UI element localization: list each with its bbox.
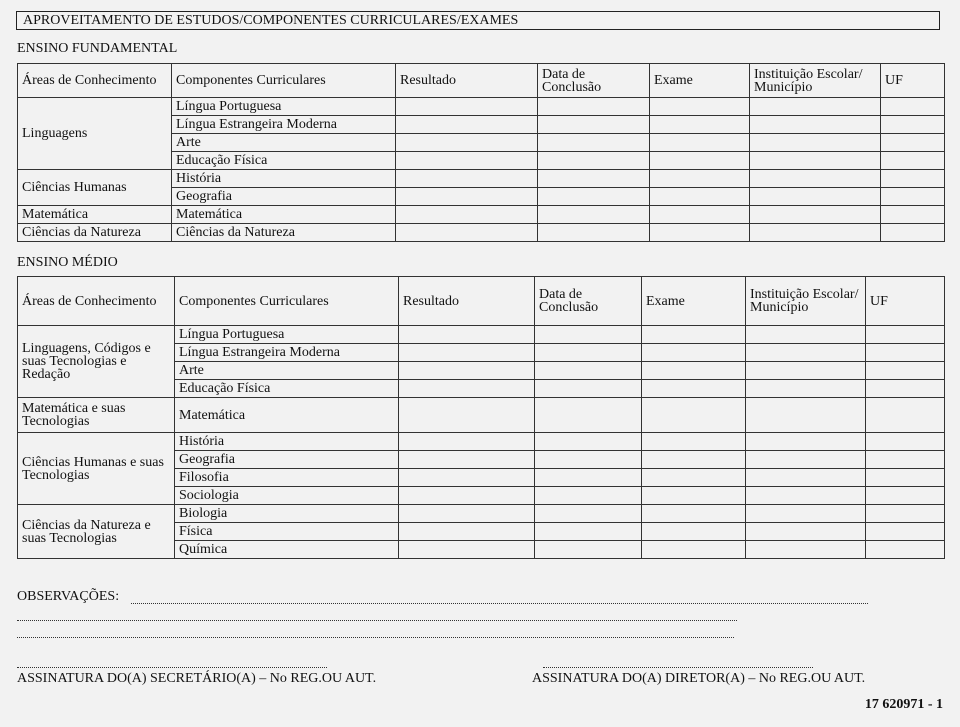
resultado-cell[interactable] xyxy=(396,224,538,242)
column-header: Resultado xyxy=(399,277,535,326)
data-conclusao-cell[interactable] xyxy=(535,362,642,380)
data-conclusao-cell[interactable] xyxy=(535,326,642,344)
resultado-cell[interactable] xyxy=(396,152,538,170)
uf-cell[interactable] xyxy=(881,206,945,224)
uf-cell[interactable] xyxy=(866,469,945,487)
uf-cell[interactable] xyxy=(866,505,945,523)
section-ensino-fundamental: ENSINO FUNDAMENTAL xyxy=(17,41,178,56)
table-row xyxy=(18,398,945,433)
uf-cell[interactable] xyxy=(881,152,945,170)
form-title: APROVEITAMENTO DE ESTUDOS/COMPONENTES CURRICULARES/EXAMES xyxy=(16,11,940,30)
exame-cell[interactable] xyxy=(642,487,746,505)
resultado-cell[interactable] xyxy=(396,170,538,188)
uf-cell[interactable] xyxy=(881,170,945,188)
instituicao-cell[interactable] xyxy=(746,380,866,398)
instituicao-cell[interactable] xyxy=(750,188,881,206)
data-conclusao-cell[interactable] xyxy=(535,380,642,398)
area-cell: Ciências Humanas e suas Tecnologias xyxy=(18,433,175,505)
component-cell: Língua Estrangeira Moderna xyxy=(175,344,399,362)
data-conclusao-cell[interactable] xyxy=(538,116,650,134)
component-cell: Filosofia xyxy=(175,469,399,487)
component-cell: Biologia xyxy=(175,505,399,523)
component-cell: História xyxy=(175,433,399,451)
resultado-cell[interactable] xyxy=(396,206,538,224)
data-conclusao-cell[interactable] xyxy=(538,134,650,152)
uf-cell[interactable] xyxy=(866,433,945,451)
uf-cell[interactable] xyxy=(881,134,945,152)
resultado-cell[interactable] xyxy=(396,98,538,116)
secretario-signature-label: ASSINATURA DO(A) SECRETÁRIO(A) – No REG.OU AUT. xyxy=(17,671,377,686)
resultado-cell[interactable] xyxy=(399,380,535,398)
data-conclusao-cell[interactable] xyxy=(535,523,642,541)
column-header: Áreas de Conhecimento xyxy=(18,277,175,326)
data-conclusao-cell[interactable] xyxy=(535,433,642,451)
component-cell: História xyxy=(172,170,396,188)
area-cell: Linguagens xyxy=(18,98,172,170)
secretario-signature-line[interactable] xyxy=(17,667,327,668)
column-header: Data de Conclusão xyxy=(535,277,642,326)
column-header: Exame xyxy=(650,64,750,98)
exame-cell[interactable] xyxy=(642,523,746,541)
column-header: Resultado xyxy=(396,64,538,98)
exame-cell[interactable] xyxy=(650,188,750,206)
column-header: Data de Conclusão xyxy=(538,64,650,98)
table-row xyxy=(18,433,945,451)
resultado-cell[interactable] xyxy=(399,451,535,469)
table-header-row xyxy=(18,277,945,326)
column-header: Exame xyxy=(642,277,746,326)
instituicao-cell[interactable] xyxy=(746,541,866,559)
component-cell: Matemática xyxy=(172,206,396,224)
observacoes-line-3[interactable] xyxy=(17,637,734,638)
resultado-cell[interactable] xyxy=(399,344,535,362)
observacoes-label: OBSERVAÇÕES: xyxy=(17,589,120,604)
instituicao-cell[interactable] xyxy=(750,170,881,188)
component-cell: Química xyxy=(175,541,399,559)
data-conclusao-cell[interactable] xyxy=(535,451,642,469)
ensino-fundamental-table xyxy=(17,63,945,242)
instituicao-cell[interactable] xyxy=(746,326,866,344)
resultado-cell[interactable] xyxy=(399,505,535,523)
data-conclusao-cell[interactable] xyxy=(535,505,642,523)
instituicao-cell[interactable] xyxy=(750,98,881,116)
data-conclusao-cell[interactable] xyxy=(538,206,650,224)
data-conclusao-cell[interactable] xyxy=(535,469,642,487)
diretor-signature-line[interactable] xyxy=(543,667,813,668)
section-ensino-medio: ENSINO MÉDIO xyxy=(17,255,118,270)
component-cell: Geografia xyxy=(175,451,399,469)
data-conclusao-cell[interactable] xyxy=(538,188,650,206)
instituicao-cell[interactable] xyxy=(750,224,881,242)
component-cell: Geografia xyxy=(172,188,396,206)
table-row xyxy=(18,170,945,188)
instituicao-cell[interactable] xyxy=(746,469,866,487)
exame-cell[interactable] xyxy=(642,380,746,398)
instituicao-cell[interactable] xyxy=(750,206,881,224)
uf-cell[interactable] xyxy=(881,98,945,116)
area-cell: Ciências da Natureza e suas Tecnologias xyxy=(18,505,175,559)
data-conclusao-cell[interactable] xyxy=(538,98,650,116)
data-conclusao-cell[interactable] xyxy=(535,541,642,559)
exame-cell[interactable] xyxy=(650,224,750,242)
exame-cell[interactable] xyxy=(642,398,746,433)
component-cell: Ciências da Natureza xyxy=(172,224,396,242)
uf-cell[interactable] xyxy=(866,398,945,433)
uf-cell[interactable] xyxy=(866,523,945,541)
column-header: Instituição Escolar/ Município xyxy=(746,277,866,326)
exame-cell[interactable] xyxy=(642,469,746,487)
resultado-cell[interactable] xyxy=(399,487,535,505)
area-cell: Ciências da Natureza xyxy=(18,224,172,242)
table-row xyxy=(18,326,945,344)
uf-cell[interactable] xyxy=(866,326,945,344)
uf-cell[interactable] xyxy=(866,451,945,469)
exame-cell[interactable] xyxy=(642,326,746,344)
uf-cell[interactable] xyxy=(881,188,945,206)
component-cell: Educação Física xyxy=(175,380,399,398)
instituicao-cell[interactable] xyxy=(750,116,881,134)
data-conclusao-cell[interactable] xyxy=(535,487,642,505)
exame-cell[interactable] xyxy=(642,505,746,523)
observacoes-line-1[interactable] xyxy=(131,603,868,604)
instituicao-cell[interactable] xyxy=(746,398,866,433)
uf-cell[interactable] xyxy=(866,362,945,380)
instituicao-cell[interactable] xyxy=(746,523,866,541)
exame-cell[interactable] xyxy=(642,362,746,380)
exame-cell[interactable] xyxy=(650,170,750,188)
resultado-cell[interactable] xyxy=(399,362,535,380)
exame-cell[interactable] xyxy=(650,98,750,116)
uf-cell[interactable] xyxy=(866,541,945,559)
area-cell: Linguagens, Códigos e suas Tecnologias e Redação xyxy=(18,326,175,398)
component-cell: Língua Portuguesa xyxy=(175,326,399,344)
uf-cell[interactable] xyxy=(881,116,945,134)
column-header: UF xyxy=(881,64,945,98)
area-cell: Ciências Humanas xyxy=(18,170,172,206)
column-header: Componentes Curriculares xyxy=(175,277,399,326)
resultado-cell[interactable] xyxy=(396,188,538,206)
area-cell: Matemática xyxy=(18,206,172,224)
component-cell: Física xyxy=(175,523,399,541)
uf-cell[interactable] xyxy=(866,380,945,398)
column-header: Componentes Curriculares xyxy=(172,64,396,98)
table-row xyxy=(18,98,945,116)
instituicao-cell[interactable] xyxy=(746,362,866,380)
data-conclusao-cell[interactable] xyxy=(535,344,642,362)
table-row xyxy=(18,206,945,224)
data-conclusao-cell[interactable] xyxy=(538,224,650,242)
component-cell: Língua Portuguesa xyxy=(172,98,396,116)
exame-cell[interactable] xyxy=(650,116,750,134)
resultado-cell[interactable] xyxy=(399,433,535,451)
column-header: UF xyxy=(866,277,945,326)
resultado-cell[interactable] xyxy=(399,469,535,487)
data-conclusao-cell[interactable] xyxy=(538,170,650,188)
area-cell: Matemática e suas Tecnologias xyxy=(18,398,175,433)
instituicao-cell[interactable] xyxy=(746,451,866,469)
exame-cell[interactable] xyxy=(642,344,746,362)
resultado-cell[interactable] xyxy=(399,326,535,344)
instituicao-cell[interactable] xyxy=(746,505,866,523)
instituicao-cell[interactable] xyxy=(746,487,866,505)
diretor-signature-label: ASSINATURA DO(A) DIRETOR(A) – No REG.OU AUT. xyxy=(532,671,866,686)
component-cell: Língua Estrangeira Moderna xyxy=(172,116,396,134)
resultado-cell[interactable] xyxy=(396,134,538,152)
document-code: 17 620971 - 1 xyxy=(864,697,943,712)
resultado-cell[interactable] xyxy=(399,523,535,541)
resultado-cell[interactable] xyxy=(396,116,538,134)
resultado-cell[interactable] xyxy=(399,398,535,433)
uf-cell[interactable] xyxy=(881,224,945,242)
exame-cell[interactable] xyxy=(642,451,746,469)
exame-cell[interactable] xyxy=(650,206,750,224)
exame-cell[interactable] xyxy=(642,541,746,559)
exame-cell[interactable] xyxy=(650,152,750,170)
data-conclusao-cell[interactable] xyxy=(538,152,650,170)
instituicao-cell[interactable] xyxy=(750,152,881,170)
instituicao-cell[interactable] xyxy=(746,433,866,451)
table-row xyxy=(18,505,945,523)
table-row xyxy=(18,224,945,242)
component-cell: Educação Física xyxy=(172,152,396,170)
uf-cell[interactable] xyxy=(866,344,945,362)
observacoes-line-2[interactable] xyxy=(17,620,737,621)
resultado-cell[interactable] xyxy=(399,541,535,559)
column-header: Áreas de Conhecimento xyxy=(18,64,172,98)
column-header: Instituição Escolar/ Município xyxy=(750,64,881,98)
exame-cell[interactable] xyxy=(650,134,750,152)
component-cell: Arte xyxy=(172,134,396,152)
ensino-medio-table xyxy=(17,276,945,559)
component-cell: Arte xyxy=(175,362,399,380)
component-cell: Matemática xyxy=(175,398,399,433)
exame-cell[interactable] xyxy=(642,433,746,451)
component-cell: Sociologia xyxy=(175,487,399,505)
instituicao-cell[interactable] xyxy=(746,344,866,362)
data-conclusao-cell[interactable] xyxy=(535,398,642,433)
instituicao-cell[interactable] xyxy=(750,134,881,152)
table-header-row xyxy=(18,64,945,98)
uf-cell[interactable] xyxy=(866,487,945,505)
